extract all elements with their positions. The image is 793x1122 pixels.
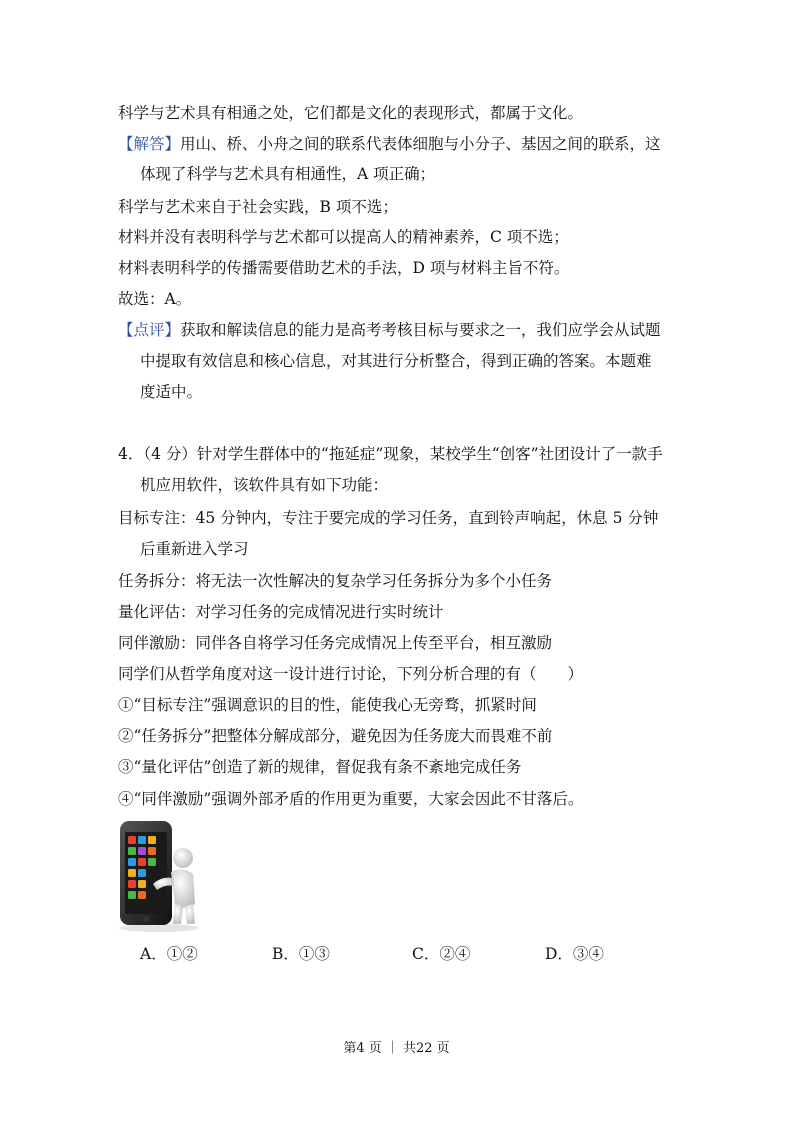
option-c: C．②④	[412, 945, 471, 963]
feature-3: 量化评估：对学习任务的完成情况进行实时统计	[118, 603, 444, 621]
feature-2: 任务拆分：将无法一次性解决的复杂学习任务拆分为多个小任务	[118, 572, 553, 590]
feature-1-line-2: 后重新进入学习	[140, 540, 249, 558]
page-footer: 第4 页 ｜ 共22 页	[343, 1041, 450, 1056]
comment-line-2: 中提取有效信息和核心信息，对其进行分析整合，得到正确的答案。本题难	[140, 352, 652, 370]
answer-choice: 故选：A。	[118, 290, 192, 308]
comment-line-3: 度适中。	[140, 383, 203, 401]
answer-line-b: 科学与艺术来自于社会实践，B 项不选；	[118, 198, 398, 216]
question-prompt: 同学们从哲学角度对这一设计进行讨论，下列分析合理的有（ ）	[118, 665, 584, 683]
question-stem-1: 4．（4 分）针对学生群体中的“拖延症”现象，某校学生“创客”社团设计了一款手	[118, 445, 663, 463]
option-d: D．③④	[545, 945, 604, 963]
statement-1: ①“目标专注”强调意识的目的性，能使我心无旁骛，抓紧时间	[118, 696, 537, 714]
comment-text-1: 获取和解读信息的能力是高考考核目标与要求之一，我们应学会从试题	[180, 321, 661, 339]
analysis-intro: 科学与艺术具有相通之处，它们都是文化的表现形式，都属于文化。	[118, 104, 584, 122]
answer-text-1: 用山、桥、小舟之间的联系代表体细胞与小分子、基因之间的联系，这	[180, 135, 661, 153]
answer-line-1	[118, 134, 661, 154]
phone-illustration	[117, 818, 201, 932]
option-a: A．①②	[140, 945, 198, 963]
answer-line-d: 材料表明科学的传播需要借助艺术的手法，D 项与材料主旨不符。	[118, 259, 570, 277]
question-stem-2: 机应用软件，该软件具有如下功能：	[140, 476, 389, 494]
answer-line-c: 材料并没有表明科学与艺术都可以提高人的精神素养，C 项不选；	[118, 228, 569, 246]
statement-3: ③“量化评估”创造了新的规律，督促我有条不紊地完成任务	[118, 758, 522, 776]
comment-tag: 【点评】	[118, 321, 181, 339]
option-b: B．①③	[272, 945, 330, 963]
statement-2: ②“任务拆分”把整体分解成部分，避免因为任务庞大而畏难不前	[118, 727, 553, 745]
feature-1-line-1: 目标专注：45 分钟内，专注于要完成的学习任务，直到铃声响起，休息 5 分钟	[118, 509, 659, 527]
answer-tag: 【解答】	[118, 135, 181, 153]
comment-line-1	[118, 320, 661, 340]
statement-4: ④“同伴激励”强调外部矛盾的作用更为重要，大家会因此不甘落后。	[118, 790, 584, 808]
feature-4: 同伴激励：同伴各自将学习任务完成情况上传至平台，相互激励	[118, 634, 553, 652]
answer-line-2: 体现了科学与艺术具有相通性，A 项正确；	[140, 165, 436, 183]
